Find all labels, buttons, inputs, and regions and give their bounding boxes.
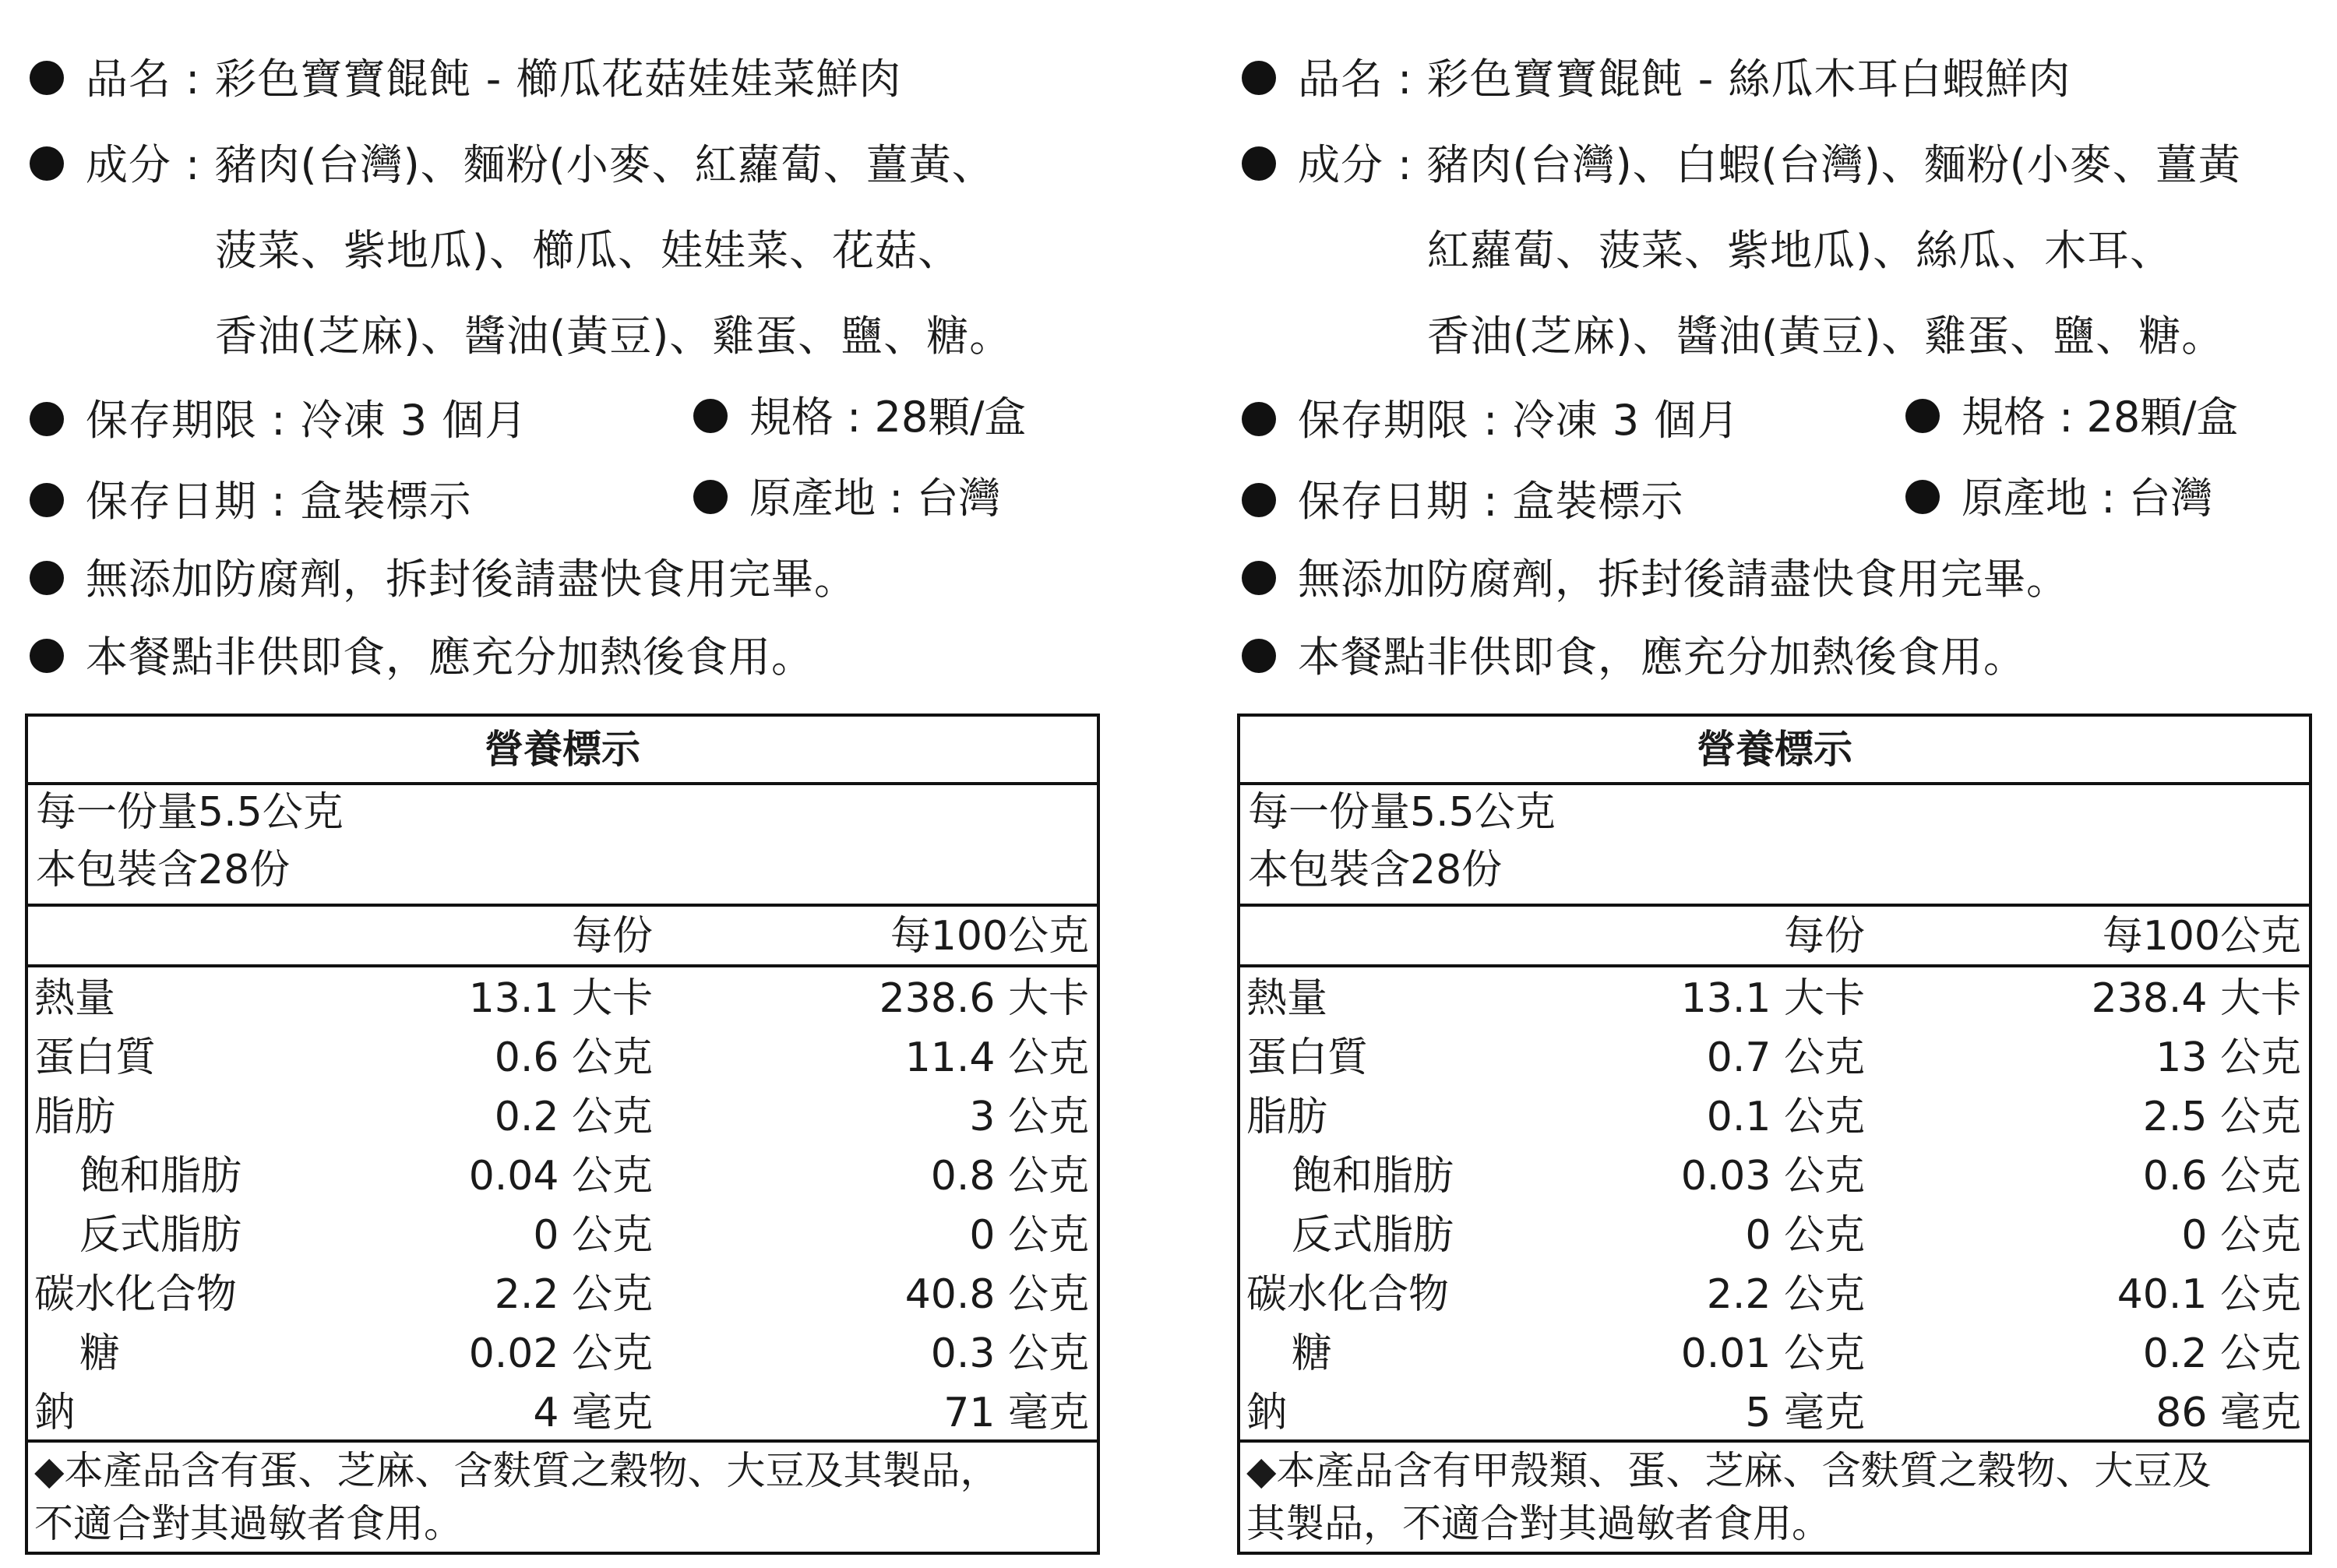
column-header-per-100g: 每100公克 — [890, 913, 1089, 960]
product-panel-right — [1212, 0, 2334, 1568]
column-header-per-serving: 每份 — [571, 913, 653, 960]
serving-info — [36, 784, 344, 899]
nutrition-table — [1237, 714, 2312, 1555]
serving-info — [1248, 784, 1556, 899]
nutrient-row-carbohydrate: 碳水化合物 2.2 公克 40.8 公克 — [34, 1271, 1089, 1318]
serving-size: 每一份量5.5公克 — [1248, 789, 1556, 836]
no-preservative-line: 無添加防腐劑，拆封後請盡快食用完畢。 — [0, 541, 857, 618]
nutrition-table-title: 營養標示 — [28, 717, 1097, 785]
column-header-per-serving: 每份 — [1783, 913, 1865, 960]
bullet-icon — [30, 561, 64, 595]
divider — [1240, 1439, 2309, 1443]
allergen-note: ◆本產品含有甲殼類、蛋、芝麻、含麩質之穀物、大豆及 其製品，不適合對其過敏者食用。 — [1246, 1448, 2212, 1546]
nutrient-row-fat: 脂肪 0.1 公克 2.5 公克 — [1246, 1094, 2301, 1140]
nutrient-row-sugar: 糖 0.02 公克 0.3 公克 — [79, 1330, 1089, 1377]
nutrient-row-calories: 熱量 13.1 大卡 238.6 大卡 — [34, 975, 1089, 1022]
no-preservative-line: 無添加防腐劑，拆封後請盡快食用完畢。 — [1212, 541, 2069, 618]
bullet-icon — [30, 639, 64, 673]
spec-line: 規格 : 28顆/盒 — [693, 379, 1026, 456]
nutrient-row-sodium: 鈉 4 毫克 71 毫克 — [34, 1390, 1089, 1436]
nutrient-row-trans-fat: 反式脂肪 0 公克 0 公克 — [79, 1212, 1089, 1259]
bullet-icon — [30, 146, 64, 181]
divider — [28, 1439, 1097, 1443]
bullet-icon — [1242, 561, 1276, 595]
servings-per-package: 本包裝含28份 — [1248, 847, 1503, 893]
nutrition-table-title: 營養標示 — [1240, 717, 2309, 785]
bullet-icon — [30, 402, 64, 436]
divider — [1240, 964, 2309, 967]
allergen-note: ◆本產品含有蛋、芝麻、含麩質之穀物、大豆及其製品， 不適合對其過敏者食用。 — [34, 1448, 999, 1546]
shelf-life-line: 保存期限 : 冷凍 3 個月 — [1212, 382, 1740, 460]
divider — [28, 964, 1097, 967]
nutrient-row-trans-fat: 反式脂肪 0 公克 0 公克 — [1292, 1212, 2301, 1259]
product-panel-left — [0, 0, 1122, 1568]
bullet-icon — [693, 399, 728, 433]
nutrient-row-saturated-fat: 飽和脂肪 0.03 公克 0.6 公克 — [1292, 1153, 2301, 1200]
ingredients-line-2: 紅蘿蔔、菠菜、紫地瓜)、絲瓜、木耳、 — [1427, 226, 2173, 275]
shelf-life-line: 保存期限 : 冷凍 3 個月 — [0, 382, 527, 460]
nutrient-row-saturated-fat: 飽和脂肪 0.04 公克 0.8 公克 — [79, 1153, 1089, 1200]
heating-note-line: 本餐點非供即食，應充分加熱後食用。 — [0, 618, 814, 696]
bullet-icon — [30, 483, 64, 517]
nutrient-row-protein: 蛋白質 0.7 公克 13 公克 — [1246, 1034, 2301, 1081]
serving-size: 每一份量5.5公克 — [36, 789, 344, 836]
heating-note-line: 本餐點非供即食，應充分加熱後食用。 — [1212, 618, 2026, 696]
bullet-icon — [1242, 61, 1276, 95]
ingredients-line-3: 香油(芝麻)、醬油(黃豆)、雞蛋、鹽、糖。 — [1427, 312, 2225, 361]
product-name-line: 品名 : 彩色寶寶餛飩 - 絲瓜木耳白蝦鮮肉 — [1212, 41, 2071, 118]
nutrient-row-fat: 脂肪 0.2 公克 3 公克 — [34, 1094, 1089, 1140]
bullet-icon — [1905, 480, 1940, 514]
nutrient-row-calories: 熱量 13.1 大卡 238.4 大卡 — [1246, 975, 2301, 1022]
nutrient-row-protein: 蛋白質 0.6 公克 11.4 公克 — [34, 1034, 1089, 1081]
column-header-per-100g: 每100公克 — [2102, 913, 2301, 960]
nutrient-row-carbohydrate: 碳水化合物 2.2 公克 40.1 公克 — [1246, 1271, 2301, 1318]
storage-date-line: 保存日期 : 盒裝標示 — [1212, 463, 1684, 541]
ingredients-line-1: 成分 : 豬肉(台灣)、麵粉(小麥、紅蘿蔔、薑黃、 — [0, 126, 995, 204]
bullet-icon — [1242, 483, 1276, 517]
origin-line: 原產地 : 台灣 — [693, 460, 1001, 537]
bullet-icon — [693, 480, 728, 514]
origin-line: 原產地 : 台灣 — [1905, 460, 2213, 537]
ingredients-line-2: 菠菜、紫地瓜)、櫛瓜、娃娃菜、花菇、 — [215, 226, 961, 275]
storage-date-line: 保存日期 : 盒裝標示 — [0, 463, 472, 541]
divider — [1240, 904, 2309, 907]
product-name-line: 品名 : 彩色寶寶餛飩 - 櫛瓜花菇娃娃菜鮮肉 — [0, 41, 901, 118]
bullet-icon — [1242, 639, 1276, 673]
bullet-icon — [30, 61, 64, 95]
bullet-icon — [1905, 399, 1940, 433]
nutrient-row-sodium: 鈉 5 毫克 86 毫克 — [1246, 1390, 2301, 1436]
nutrition-table — [25, 714, 1100, 1555]
bullet-icon — [1242, 146, 1276, 181]
ingredients-line-3: 香油(芝麻)、醬油(黃豆)、雞蛋、鹽、糖。 — [215, 312, 1013, 361]
divider — [28, 904, 1097, 907]
servings-per-package: 本包裝含28份 — [36, 847, 291, 893]
spec-line: 規格 : 28顆/盒 — [1905, 379, 2238, 456]
nutrient-row-sugar: 糖 0.01 公克 0.2 公克 — [1292, 1330, 2301, 1377]
ingredients-line-1: 成分 : 豬肉(台灣)、白蝦(台灣)、麵粉(小麥、薑黃 — [1212, 126, 2241, 204]
bullet-icon — [1242, 402, 1276, 436]
